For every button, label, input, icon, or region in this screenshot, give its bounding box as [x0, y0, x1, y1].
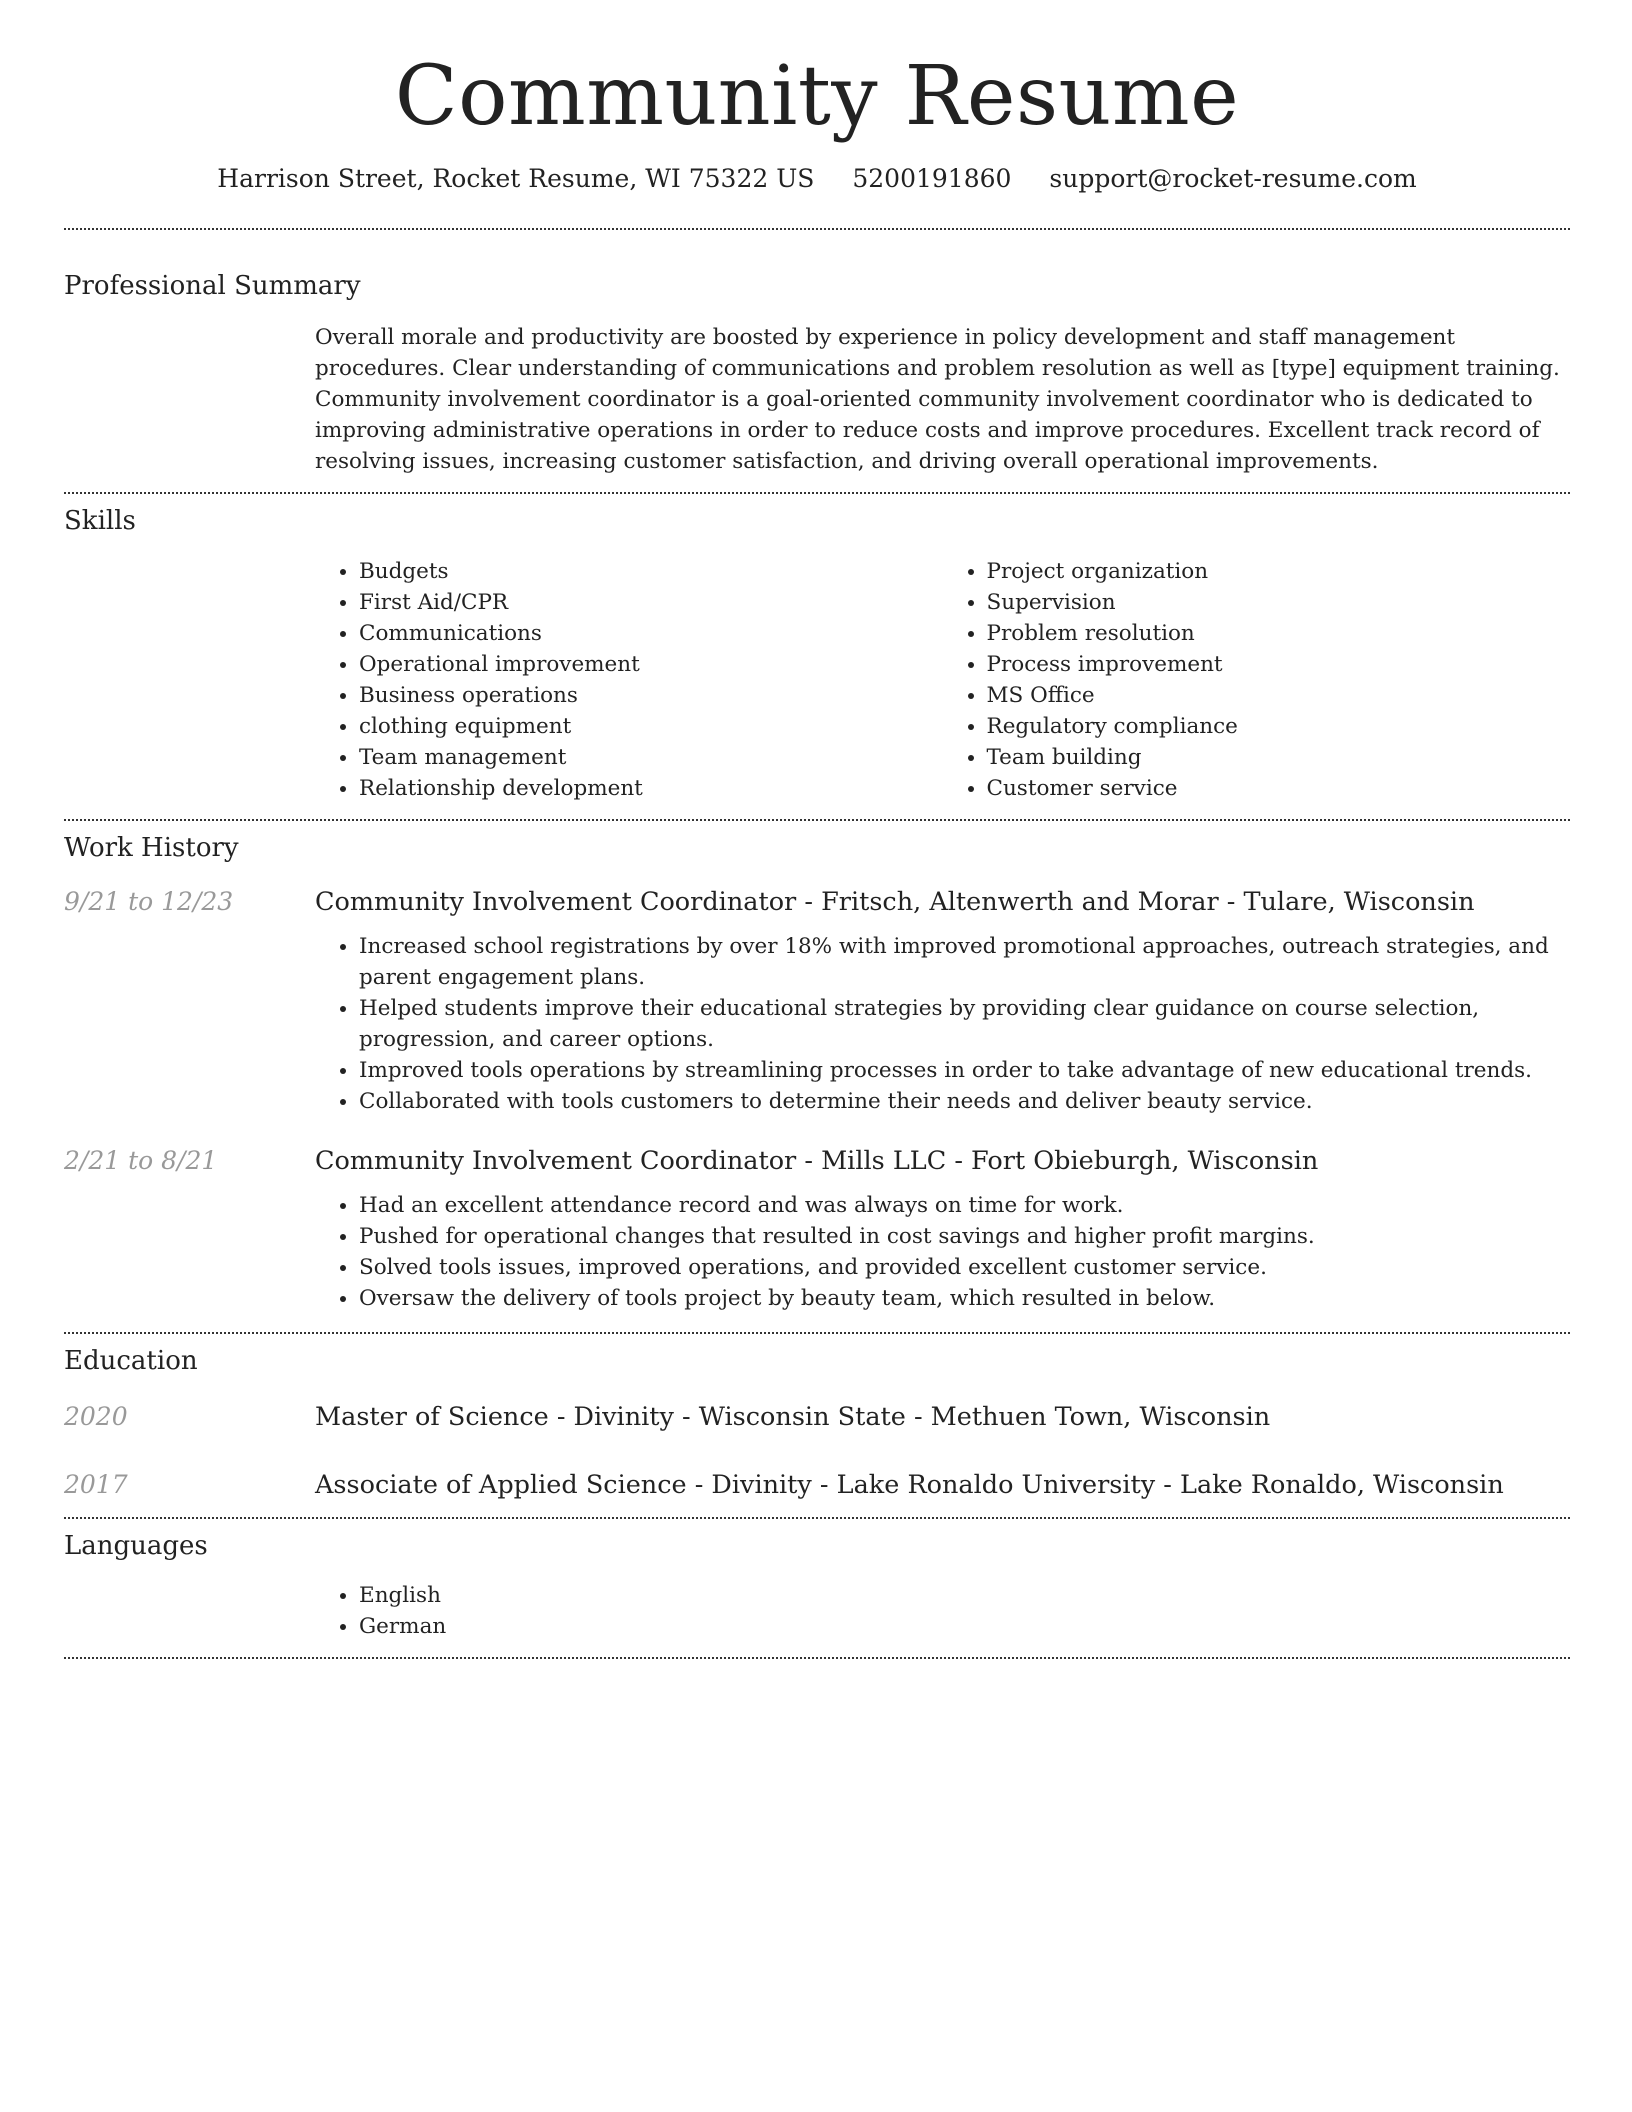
summary-section	[64, 230, 1570, 477]
skill-item: • Relationship development	[359, 773, 943, 804]
resume-page	[64, 0, 1570, 1659]
job-bullet: • Solved tools issues, improved operations, and provided excellent customer service.	[359, 1252, 1570, 1283]
job-entry	[64, 1143, 1570, 1314]
languages-heading: Languages	[64, 1530, 208, 1561]
skill-item: • Team building	[987, 742, 1571, 773]
skill-item: • Budgets	[359, 556, 943, 587]
skills-heading: Skills	[64, 506, 136, 537]
skill-item: • First Aid/CPR	[359, 587, 943, 618]
education-year: 2020	[64, 1401, 128, 1431]
job-bullet: • Oversaw the delivery of tools project by beauty team, which resulted in below.	[359, 1283, 1570, 1314]
job-bullet: • Had an excellent attendance record and was always on time for work.	[359, 1190, 1570, 1221]
contact-phone: 5200191860	[852, 164, 1012, 194]
job-bullet: • Helped students improve their educational strategies by providing clear guidance on course selection, progression, and career options.	[359, 993, 1570, 1055]
language-item: • English	[359, 1580, 1570, 1611]
skills-list-left	[315, 556, 943, 804]
language-item: • German	[359, 1611, 1570, 1642]
education-year: 2017	[64, 1469, 128, 1499]
job-entry	[64, 884, 1570, 1117]
resume-name: Community Resume	[394, 49, 1240, 144]
job-bullet: • Collaborated with tools customers to determine their needs and deliver beauty service.	[359, 1086, 1570, 1117]
skill-item: • Regulatory compliance	[987, 711, 1571, 742]
skill-item: • Team management	[359, 742, 943, 773]
languages-section	[64, 1519, 1570, 1642]
skill-item: • Operational improvement	[359, 649, 943, 680]
skill-item: • Project organization	[987, 556, 1571, 587]
summary-text: Overall morale and productivity are boosted by experience in policy development and staff management procedures. Clear understanding of communications and problem resolution as well as [type] equipment training. Community involvement coordinator is a goal-oriented community involvement coordinator who is dedicated to improving administrative operations in order to reduce costs and improve procedures. Excellent track record of resolving issues, increasing customer satisfaction, and driving overall operational improvements.	[315, 325, 1560, 475]
job-bullet: • Increased school registrations by over 18% with improved promotional approaches, outreach strategies, and parent engagement plans.	[359, 931, 1570, 993]
job-dates: 2/21 to 8/21	[64, 1145, 218, 1175]
skill-item: • MS Office	[987, 680, 1571, 711]
job-bullet: • Pushed for operational changes that resulted in cost savings and higher profit margins.	[359, 1221, 1570, 1252]
skills-section	[64, 494, 1570, 803]
job-bullet: • Improved tools operations by streamlining processes in order to take advantage of new educational trends.	[359, 1055, 1570, 1086]
skill-item: • Supervision	[987, 587, 1571, 618]
work-section	[64, 821, 1570, 1314]
job-bullets	[64, 1190, 1570, 1314]
summary-heading: Professional Summary	[64, 271, 361, 302]
education-title: Associate of Applied Science - Divinity - Lake Ronaldo University - Lake Ronaldo, Wisconsin	[315, 1469, 1504, 1500]
contact-email: support@rocket-resume.com	[1049, 164, 1417, 194]
job-dates: 9/21 to 12/23	[64, 886, 234, 916]
skill-item: • Customer service	[987, 773, 1571, 804]
skill-item: • Process improvement	[987, 649, 1571, 680]
job-header	[64, 884, 1570, 920]
skill-item: • Communications	[359, 618, 943, 649]
contact-address: Harrison Street, Rocket Resume, WI 75322 US	[217, 164, 815, 194]
job-title: Community Involvement Coordinator - Fritsch, Altenwerth and Morar - Tulare, Wisconsin	[315, 886, 1475, 917]
skill-item: • Business operations	[359, 680, 943, 711]
skill-item: • clothing equipment	[359, 711, 943, 742]
education-title: Master of Science - Divinity - Wisconsin State - Methuen Town, Wisconsin	[315, 1401, 1271, 1432]
contact-line	[64, 164, 1570, 193]
job-header	[64, 1143, 1570, 1179]
education-entry	[64, 1399, 1570, 1435]
skills-list-right	[943, 556, 1571, 804]
skills-columns	[64, 556, 1570, 804]
education-entry	[64, 1467, 1570, 1503]
job-title: Community Involvement Coordinator - Mills LLC - Fort Obieburgh, Wisconsin	[315, 1145, 1319, 1176]
skill-item: • Problem resolution	[987, 618, 1571, 649]
job-bullets	[64, 931, 1570, 1117]
education-heading: Education	[64, 1345, 198, 1376]
languages-list	[64, 1580, 1570, 1642]
divider	[64, 1657, 1570, 1659]
education-section	[64, 1334, 1570, 1503]
work-heading: Work History	[64, 832, 239, 863]
